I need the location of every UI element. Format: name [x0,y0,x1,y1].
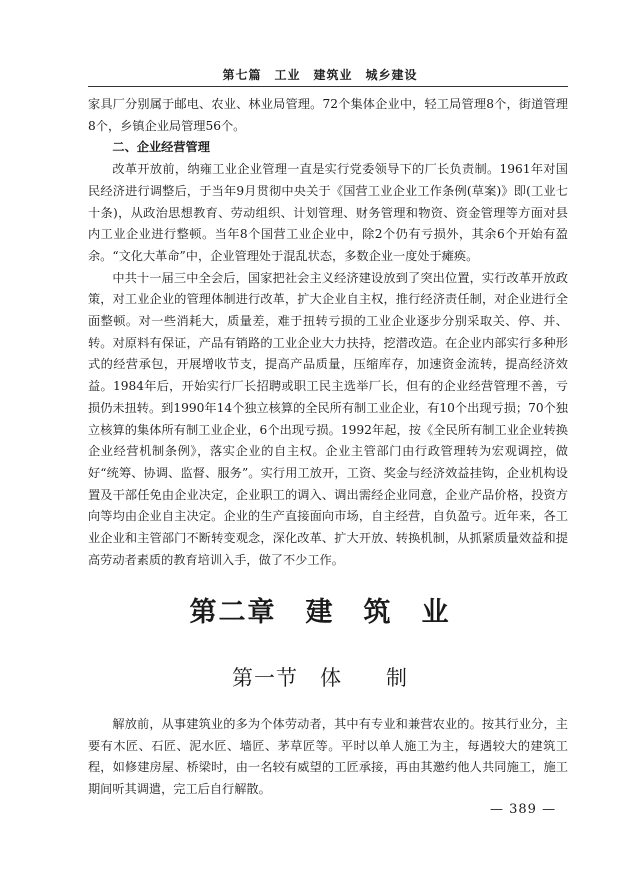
section-heading-enterprise-management: 二、企业经营管理 [112,140,210,155]
paragraph-continued: 家具厂分别属于邮电、农业、林业局管理。72个集体企业中，轻工局管理8个，街道管理8个，乡镇企业局管理56个。 [88,97,568,133]
paragraph-pre-reform: 改革开放前，纳雍工业企业管理一直是实行党委领导下的厂长负责制。1961年对国民经济进行调整后，于当年9月贯彻中央关于《国营工业企业工作条例(草案)》即(工业七十条)，从政治思想教育、劳动组织、计划管理、财务管理和物资、资金管理等方面对县内工业企业进行整顿。当年8个国营工业企业中，除2个仍有亏损外，其余6个开始有盈余。“文化大革命”中，企业管理处于混乱状态，多数企业一度处于瘫痪。 [88,162,568,263]
chapter-title: 第二章 建 筑 业 [189,597,451,628]
section-title: 第一节 体 制 [232,666,408,690]
body-text-bottom [88,714,568,801]
paragraph-post-reform: 中共十一届三中全会后，国家把社会主义经济建设放到了突出位置，实行改革开放政策，对工业企业的管理体制进行改革，扩大企业自主权，推行经济责任制，对企业进行全面整顿。对一些消耗大，质量差，难于扭转亏损的工业企业逐步分别采取关、停、并、转。对原料有保证，产品有销路的工业企业大力扶持，挖潜改造。在企业内部实行多种形式的经营承包，开展增收节支，提高产品质量，压缩库存，加速资金流转，提高经济效益。1984年后，开始实行厂长招聘或职工民主选举厂长，但有的企业经营管理不善，亏损仍未扭转。到1990年14个独立核算的全民所有制工业企业，有10个出现亏损；70个独立核算的集体所有制工业企业，6个出现亏损。1992年起，按《全民所有制工业企业转换企业经营机制条例》，落实企业的自主权。企业主管部门由行政管理转为宏观调控，做好“统筹、协调、监督、服务”。实行用工放开，工资、奖金与经济效益挂钩，企业机构设置及干部任免由企业决定，企业职工的调入、调出需经企业同意，企业产品价格，投资方向等均由企业自主决定。企业的生产直接面向市场，自主经营，自负盈亏。近年来，各工业企业和主管部门不断转变观念，深化改革、扩大开放、转换机制，从抓紧质量效益和提高劳动者素质的教育培训入手，做了不少工作。 [88,270,568,567]
running-header: 第七篇 工业 建筑业 城乡建设 [222,68,418,82]
body-text-top [88,94,568,571]
page-number: — 389 — [490,802,557,817]
header-rule [88,86,568,87]
paragraph-construction-history: 解放前，从事建筑业的多为个体劳动者，其中有专业和兼营农业的。按其行业分，主要有木匠、石匠、泥水匠、墙匠、茅草匠等。平时以单人施工为主，每遇较大的建筑工程，如修建房屋、桥梁时，由一名较有威望的工匠承接，再由其邀约他人共同施工，施工期间听其调遣，完工后自行解散。 [88,717,568,797]
